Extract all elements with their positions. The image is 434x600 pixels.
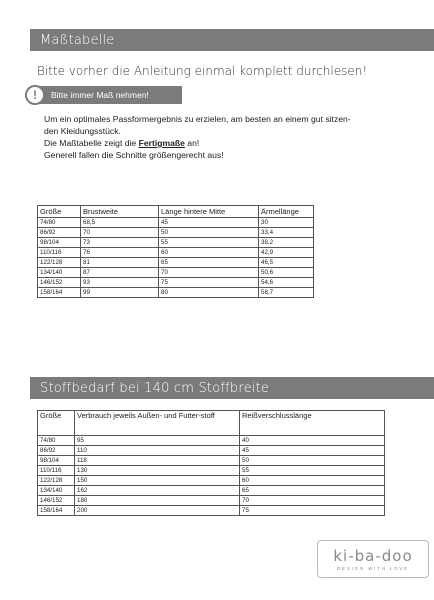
table-cell: 200	[75, 506, 240, 516]
table-cell: 146/152	[38, 496, 75, 506]
notice-text: Bitte immer Maß nehmen!	[51, 90, 149, 100]
table-row	[38, 218, 314, 228]
brand-logo	[317, 540, 429, 578]
table-cell: 54,6	[259, 278, 314, 288]
paragraph-line: den Kleidungsstück.	[44, 126, 121, 136]
exclamation-icon: !	[25, 85, 45, 105]
table-cell: 150	[75, 476, 240, 486]
table-cell: 122/128	[38, 476, 75, 486]
section-title: Maßtabelle	[40, 32, 115, 48]
table-header-cell: Größe	[38, 206, 81, 218]
intro-paragraph	[44, 113, 394, 161]
table-cell: 122/128	[38, 258, 81, 268]
table-cell: 118	[75, 456, 240, 466]
table-cell: 86/92	[38, 228, 81, 238]
table-cell: 162	[75, 486, 240, 496]
table-row	[38, 228, 314, 238]
size-table	[37, 205, 314, 298]
table-cell: 98/104	[38, 238, 81, 248]
table-cell: 75	[240, 506, 385, 516]
table-cell: 99	[81, 288, 159, 298]
table-cell: 60	[240, 476, 385, 486]
section-header-fabric	[30, 377, 434, 399]
table-cell: 75	[159, 278, 259, 288]
table-cell: 74/80	[38, 436, 75, 446]
table-row	[38, 466, 385, 476]
table-cell: 38,2	[259, 238, 314, 248]
table-cell: 30	[259, 218, 314, 228]
paragraph-line: Um ein optimales Passformergebnis zu erzielen, am besten an einem gut sitzen-	[44, 114, 351, 124]
table-cell: 60	[159, 248, 259, 258]
notice-banner	[30, 86, 182, 104]
table-header-cell: Verbrauch jeweils Außen- und Futter-stoff	[75, 411, 240, 436]
table-row	[38, 506, 385, 516]
table-cell: 86/92	[38, 446, 75, 456]
table-cell: 50,6	[259, 268, 314, 278]
table-header-cell: Länge hintere Mitte	[159, 206, 259, 218]
table-cell: 65	[240, 486, 385, 496]
table-cell: 58,7	[259, 288, 314, 298]
table-header-cell: Reißverschlusslänge	[240, 411, 385, 436]
table-row	[38, 268, 314, 278]
table-header-row	[38, 411, 385, 436]
table-row	[38, 446, 385, 456]
table-cell: 134/140	[38, 486, 75, 496]
table-cell: 76	[81, 248, 159, 258]
table-cell: 146/152	[38, 278, 81, 288]
table-row	[38, 486, 385, 496]
table-cell: 158/164	[38, 288, 81, 298]
fabric-table	[37, 410, 385, 516]
table-cell: 50	[159, 228, 259, 238]
table-cell: 55	[240, 466, 385, 476]
table-row	[38, 278, 314, 288]
emphasis-text: Fertigmaße	[138, 138, 185, 148]
table-cell: 93	[81, 278, 159, 288]
table-cell: 80	[159, 288, 259, 298]
table-cell: 95	[75, 436, 240, 446]
table-cell: 42,9	[259, 248, 314, 258]
table-row	[38, 456, 385, 466]
table-cell: 73	[81, 238, 159, 248]
table-cell: 158/164	[38, 506, 75, 516]
table-cell: 40	[240, 436, 385, 446]
table-row	[38, 248, 314, 258]
table-header-cell: Größe	[38, 411, 75, 436]
table-cell: 110/116	[38, 248, 81, 258]
table-cell: 68,5	[81, 218, 159, 228]
table-cell: 74/80	[38, 218, 81, 228]
table-header-row	[38, 206, 314, 218]
table-cell: 50	[240, 456, 385, 466]
table-cell: 45	[159, 218, 259, 228]
logo-tagline: DESIGN WITH LOVE	[336, 566, 410, 571]
table-cell: 110	[75, 446, 240, 456]
table-row	[38, 288, 314, 298]
section-title: Stoffbedarf bei 140 cm Stoffbreite	[40, 380, 270, 396]
paragraph-line: Die Maßtabelle zeigt die Fertigmaße an!	[44, 138, 200, 148]
table-cell: 87	[81, 268, 159, 278]
table-cell: 110/116	[38, 466, 75, 476]
table-row	[38, 238, 314, 248]
instruction-warning: Bitte vorher die Anleitung einmal komplett durchlesen!	[37, 64, 368, 78]
table-header-cell: Brustweite	[81, 206, 159, 218]
table-cell: 180	[75, 496, 240, 506]
section-header-size-chart	[30, 29, 434, 51]
table-cell: 45	[240, 446, 385, 456]
table-cell: 70	[240, 496, 385, 506]
table-cell: 33,4	[259, 228, 314, 238]
table-cell: 65	[159, 258, 259, 268]
table-cell: 130	[75, 466, 240, 476]
table-row	[38, 436, 385, 446]
table-row	[38, 476, 385, 486]
table-row	[38, 258, 314, 268]
table-row	[38, 496, 385, 506]
table-cell: 70	[81, 228, 159, 238]
table-cell: 55	[159, 238, 259, 248]
table-cell: 134/140	[38, 268, 81, 278]
paragraph-line: Generell fallen die Schnitte größengerecht aus!	[44, 150, 224, 160]
table-cell: 70	[159, 268, 259, 278]
logo-wordmark: ki-ba-doo	[333, 547, 413, 565]
table-cell: 98/104	[38, 456, 75, 466]
table-cell: 46,5	[259, 258, 314, 268]
table-cell: 81	[81, 258, 159, 268]
table-header-cell: Ärmellänge	[259, 206, 314, 218]
